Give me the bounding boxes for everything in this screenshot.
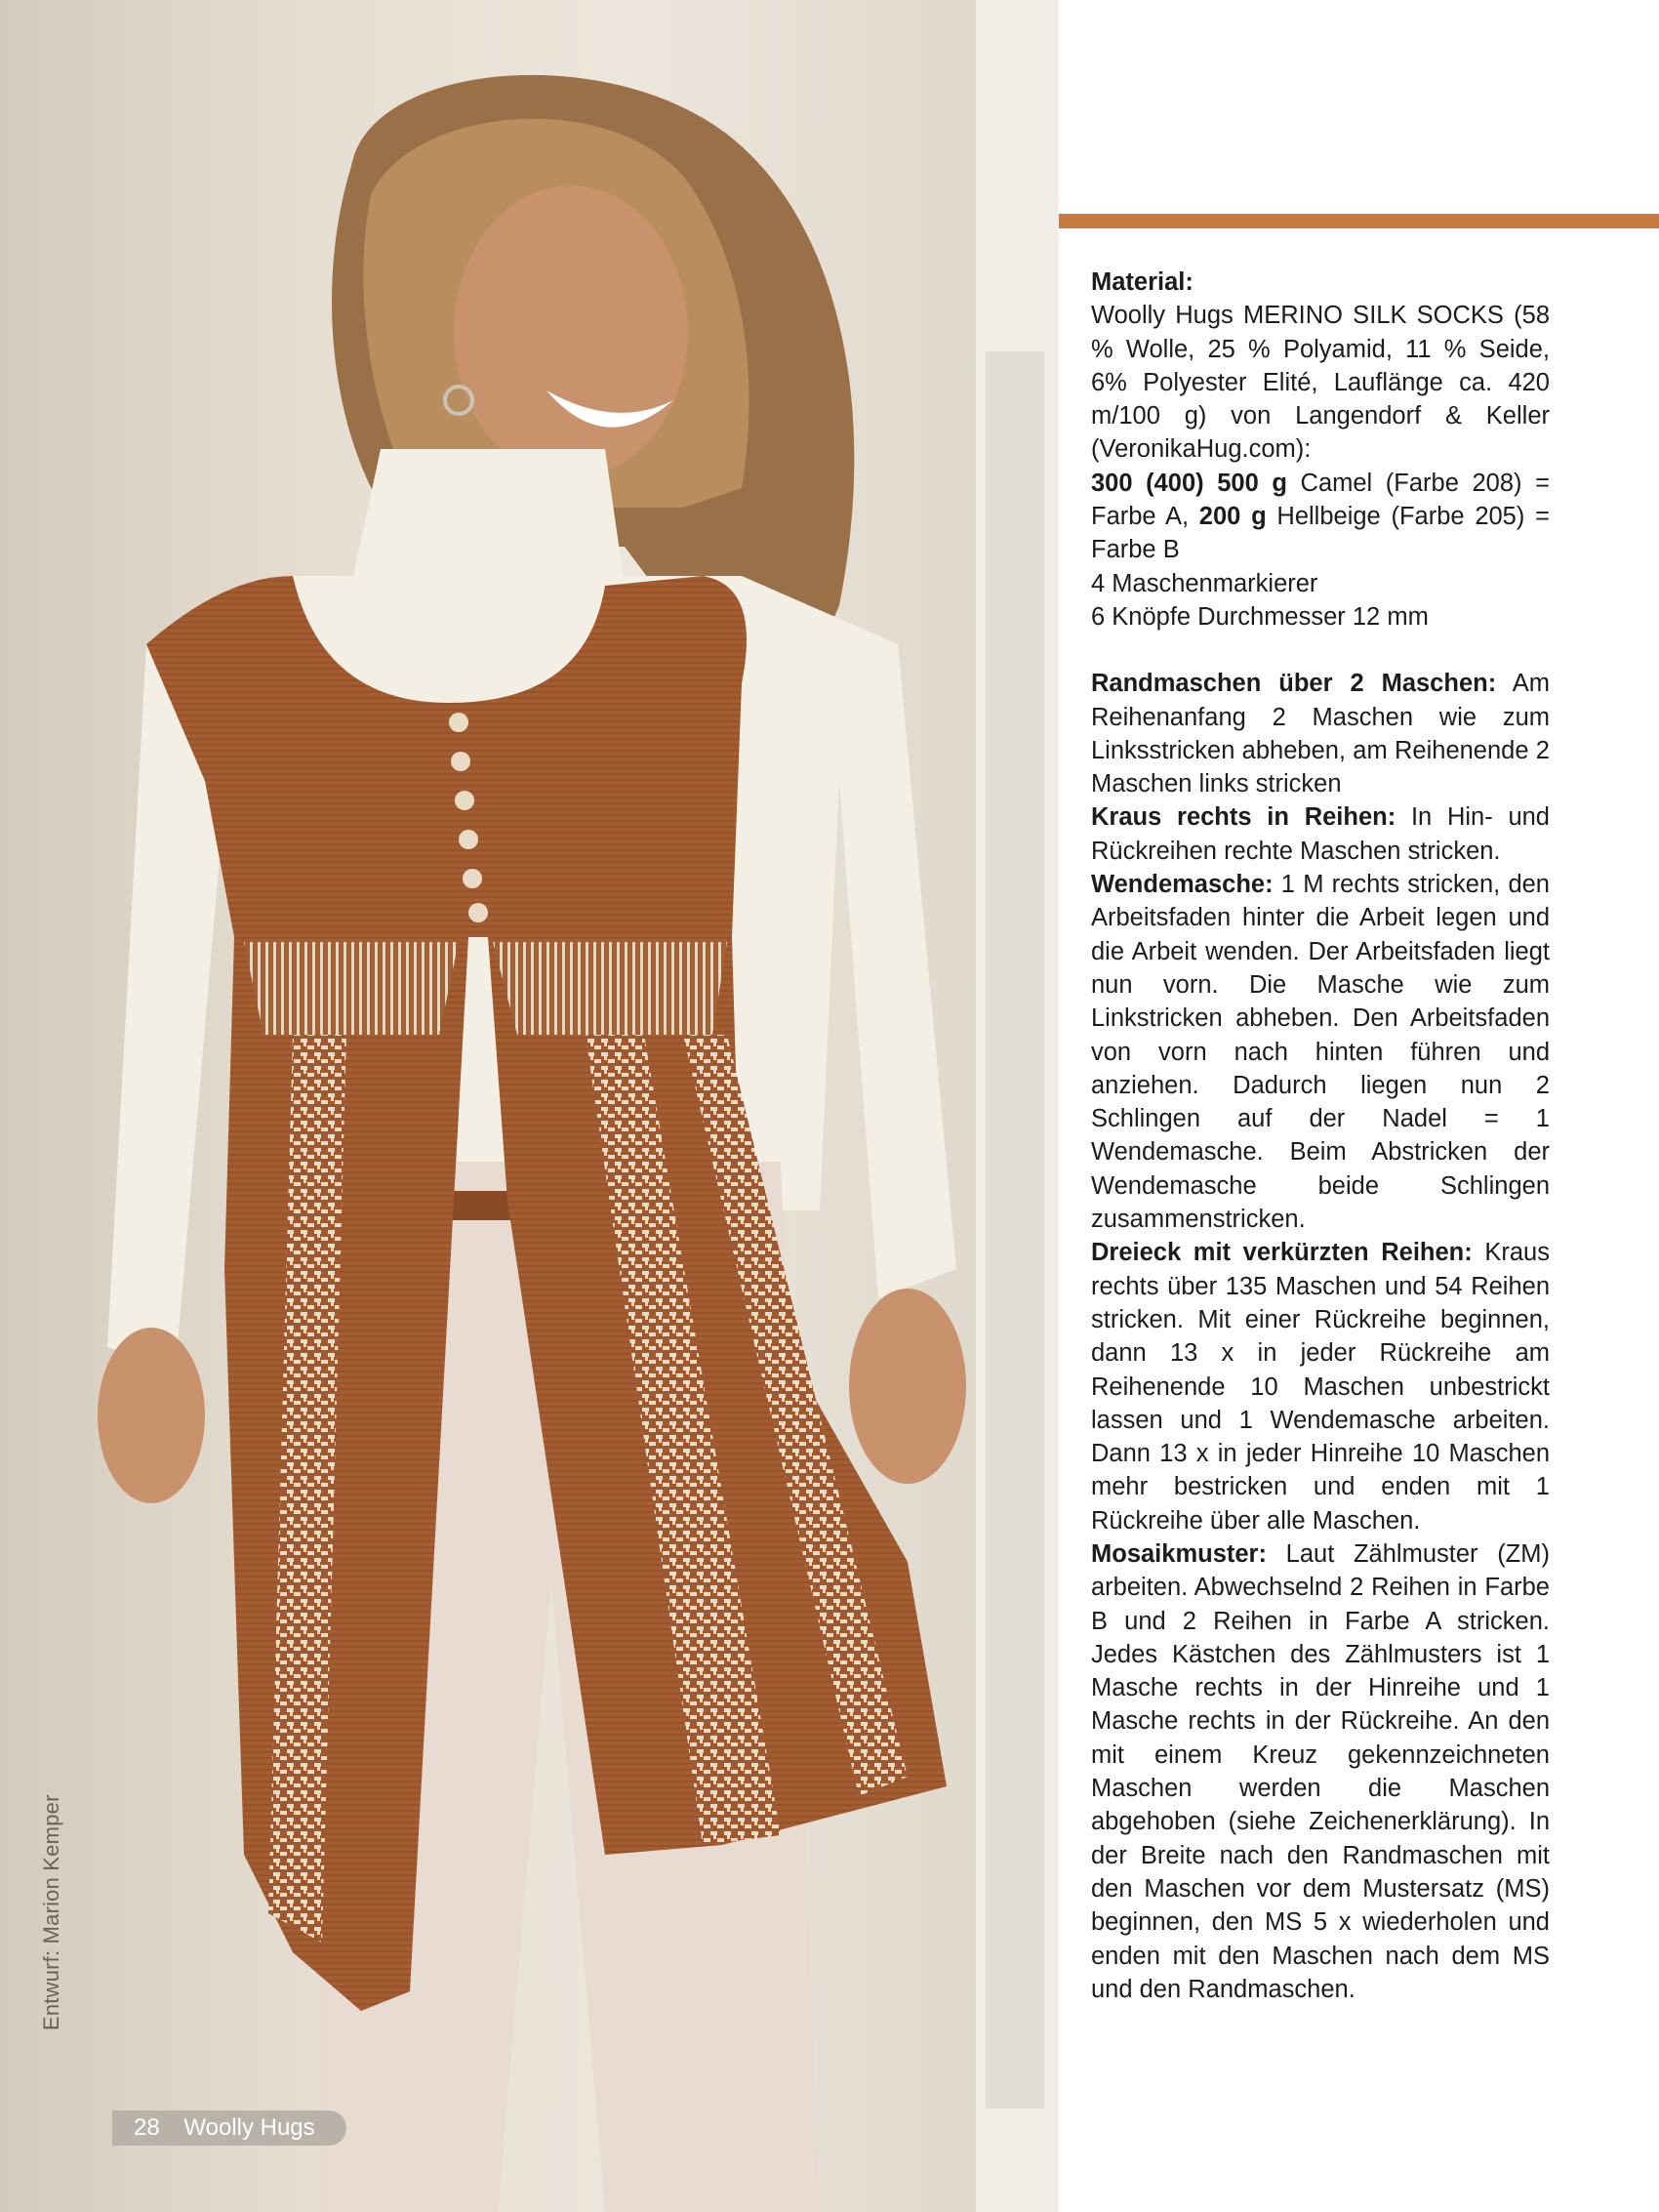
design-credit: Entwurf: Marion Kemper [39,1794,63,2030]
material-yarn: Woolly Hugs MERINO SILK SOCKS (58 % Wolle, 25 % Polyamid, 11 % Seide, 6% Polyester Elité, Lauflänge ca. 420 m/100 g) von Langendorf & Keller (VeronikaHug.com): [1091,302,1550,464]
material-amount-b-text: Hellbeige (Farbe 205) = Farbe B [1091,503,1550,564]
window-pane [986,351,1044,2109]
section-heading: Wendemasche: [1091,871,1274,899]
spacer [1091,634,1550,667]
page-number: 28 [134,2114,160,2141]
section-text: Am Reihenanfang 2 Maschen wie zum Linksstricken abheben, am Reihenende 2 Maschen links stricken [1091,670,1550,799]
turtleneck-collar [351,449,625,586]
left-hand [98,1328,205,1503]
section-wendemasche [1091,868,1550,1236]
section-mosaikmuster [1091,1537,1550,2006]
section-heading: Kraus rechts in Reihen: [1091,803,1396,832]
section-text: In Hin- und Rückreihen rechte Maschen stricken. [1091,803,1550,865]
section-heading: Randmaschen über 2 Maschen: [1091,670,1497,698]
material-amount-b: 200 g [1198,503,1267,531]
page-folio [112,2110,346,2146]
vest-left-rib [244,942,459,1035]
section-text: Laut Zählmuster (ZM) arbeiten. Abwechselnd 2 Reihen in Farbe B und 2 Reihen in Farbe A stricken. Jedes Kästchen des Zählmusters ist 1 Masche rechts in der Hinreihe und 1 Masche rechts in der Rückreihe. An den mit einem Kreuz gekennzeichneten Maschen werden die Maschen abgehoben (siehe Zeichenerklärung). In der Breite nach den Randmaschen mit den Maschen vor dem Mustersatz (MS) beginnen, den MS 5 x wiederholen und enden mit den Maschen nach dem MS und den Randmaschen. [1091,1539,1550,2003]
material-block [1091,266,1550,634]
vest-right-rib [493,942,727,1035]
right-hand [849,1289,966,1484]
instructions-column [1091,266,1550,2006]
section-dreieck [1091,1236,1550,1537]
section-kraus-rechts [1091,800,1550,868]
face [454,185,688,478]
magazine-title: Woolly Hugs [183,2114,315,2141]
section-randmaschen [1091,667,1550,800]
accent-rule [1059,214,1659,228]
section-text: Kraus rechts über 135 Maschen und 54 Reihen stricken. Mit einer Rückreihe beginnen, dann 13 x in jeder Rückreihe am Reihenende 10 Maschen unbestrickt lassen und 1 Wendemasche arbeiten. Dann 13 x in jeder Hinreihe 10 Maschen mehr bestricken und enden mit 1 Rückreihe über alle Maschen. [1091,1239,1550,1535]
material-buttons: 6 Knöpfe Durchmesser 12 mm [1091,602,1429,631]
section-heading: Mosaikmuster: [1091,1539,1267,1568]
material-markers: 4 Maschenmarkierer [1091,569,1318,597]
section-text: 1 M rechts stricken, den Arbeitsfaden hinter die Arbeit legen und die Arbeit wenden. Der Arbeitsfaden liegt nun vorn. Die Masche wie zum Linkstricken abheben. Den Arbeitsfaden von vorn nach hinten führen und anziehen. Dadurch liegen nun 2 Schlingen auf der Nadel = 1 Wendemasche. Beim Abstricken der Wendemasche beide Schlingen zusammenstricken. [1091,871,1550,1234]
material-heading: Material: [1091,268,1194,296]
section-heading: Dreieck mit verkürzten Reihen: [1091,1239,1473,1267]
material-amount-a-text: Camel (Farbe 208) = Farbe A, [1091,469,1551,531]
material-amount-a: 300 (400) 500 g [1091,469,1287,497]
